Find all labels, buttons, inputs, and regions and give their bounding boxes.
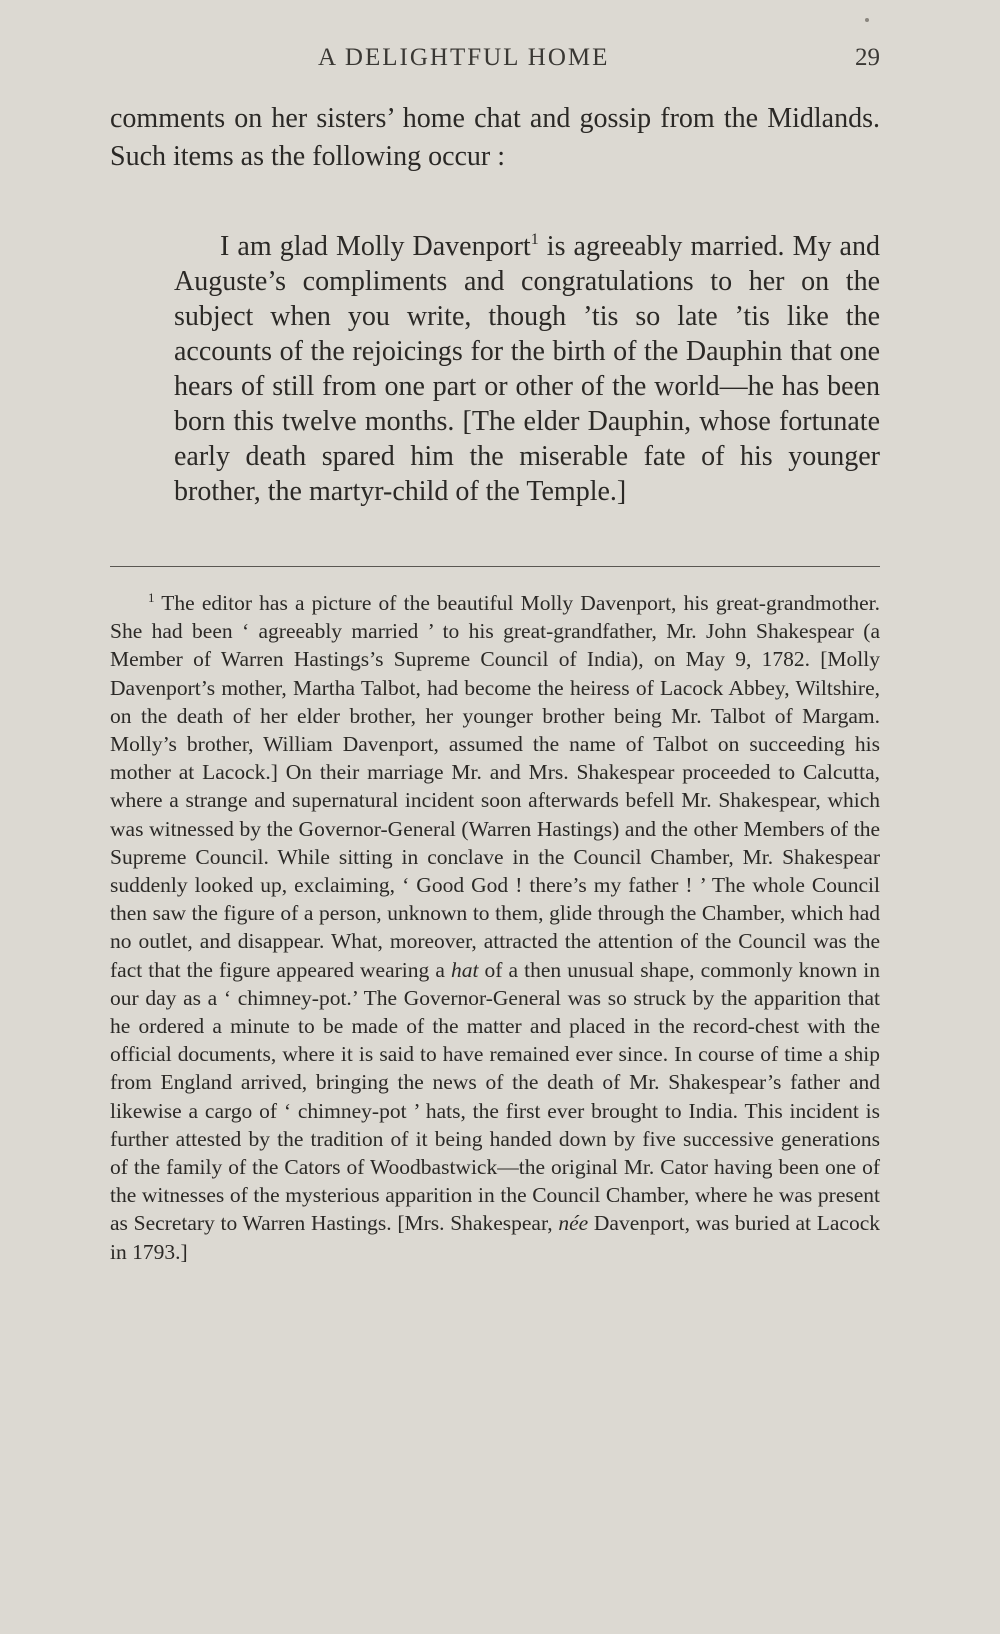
footnote-italic-nee: née (558, 1211, 589, 1236)
page-number: 29 (855, 44, 880, 71)
footnote (110, 584, 880, 1266)
paper-fleck (865, 18, 869, 22)
footnote-text-1: The editor has a picture of the beautiful Molly Davenport, his great-grandmother. She had been ‘ agreeably married ’ to his great-grandfather, Mr. John Shakespear (a Member of Warren Hastings’s Supreme Council of India), on May 9, 1782. [Molly Davenport’s mother, Martha Talbot, had become the heiress of Lacock Abbey, Wiltshire, on the death of her elder brother, her younger brother being Mr. Talbot of Margam. Molly’s brother, William Davenport, assumed the name of Talbot on succeeding his mother at Lacock.] On their marriage Mr. and Mrs. Shakespear proceeded to Calcutta, where a strange and supernatural incident soon afterwards befell Mr. Shakespear, which was witnessed by the Governor-General (Warren Hastings) and the other Members of the Supreme Council. While sitting in conclave in the Council Chamber, Mr. Shakespear suddenly looked up, exclaiming, ‘ Good God ! there’s my father ! ’ The whole Council then saw the figure of a person, unknown to them, glide through the Chamber, which had no outlet, and disappear. What, moreover, attracted the attention of the Council was the fact that the figure appeared wearing a (110, 591, 880, 982)
footnote-marker: 1 (148, 590, 155, 605)
footnote-text-2: of a then unusual shape, commonly known in our day as a ‘ chimney-pot.’ The Governor-General was so struck by the apparition that he ordered a minute to be made of the matter and placed in the record-chest with the official documents, where it is said to have remained ever since. In course of time a ship from England arrived, bringing the news of the death of Mr. Shakespear’s father and likewise a cargo of ‘ chimney-pot ’ hats, the first ever brought to India. This incident is further attested by the tradition of it being handed down by five successive generations of the family of the Cators of Woodbastwick—the original Mr. Cator having been one of the witnesses of the mysterious apparition in the Council Chamber, where he was present as Secretary to Warren Hastings. [Mrs. Shakespear, (110, 957, 880, 1236)
running-title: A DELIGHTFUL HOME (318, 44, 610, 71)
running-head (110, 44, 880, 84)
quote-text-part1: I am glad Molly Davenport (220, 231, 531, 262)
footnote-italic-hat: hat (450, 957, 479, 982)
body-paragraph: comments on her sisters’ home chat and gossip from the Midlands. Such items as the following occur : (110, 103, 880, 172)
footnote-divider (110, 566, 880, 567)
letter-quote (174, 222, 880, 509)
quote-text-part2: is agreeably married. My and Auguste’s compliments and congratulations to her on the subject when you write, though ’tis so late ’tis like the accounts of the rejoicings for the birth of the Dauphin that one hears of still from one part or other of the world—he has been born this twelve months. [The elder Dauphin, whose fortunate early death spared him the miserable fate of his younger brother, the martyr-child of the Temple.] (174, 231, 880, 507)
footnote-reference: 1 (530, 231, 539, 248)
footnote-text-3: Davenport, was buried at Lacock in 1793.] (110, 1211, 880, 1264)
